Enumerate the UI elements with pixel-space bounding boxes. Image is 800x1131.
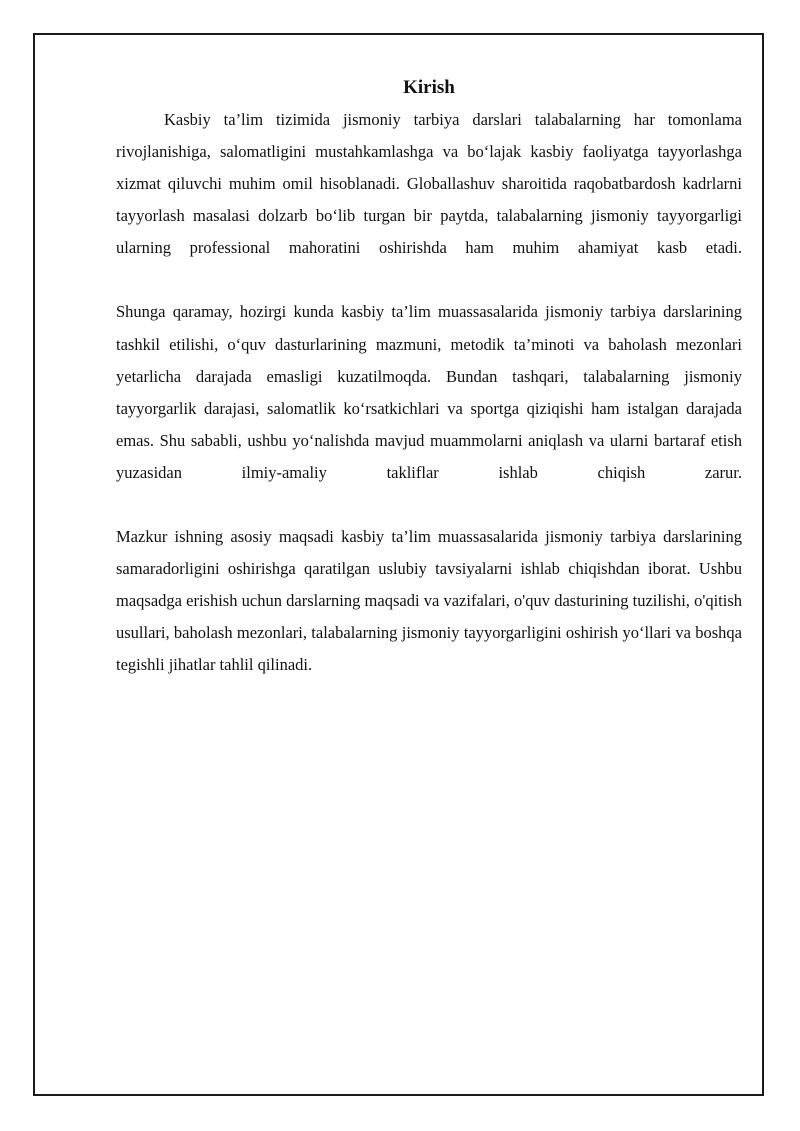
- document-body: [116, 72, 742, 682]
- paragraph-introduction: Kasbiy ta’lim tizimida jismoniy tarbiya darslari talabalarning har tomonlama rivojlanishiga, salomatligini mustahkamlashga va bo‘lajak kasbiy faoliyatga tayyorlashga xizmat qiluvchi muhim omil hisoblanadi. Globallashuv sharoitida raqobatbardosh kadrlarni tayyorlash masalasi dolzarb bo‘lib turgan bir paytda, talabalarning jismoniy tayyorgarligi ularning professional mahoratini oshirishda ham muhim ahamiyat kasb etadi.: [116, 110, 742, 258]
- paragraph-objective: Mazkur ishning asosiy maqsadi kasbiy ta’lim muassasalarida jismoniy tarbiya darslarining samaradorligini oshirishga qaratilgan uslubiy tavsiyalarni ishlab chiqishdan iborat. Ushbu maqsadga erishish uchun darslarning maqsadi va vazifalari, o'quv dasturining tuzilishi, o'qitish usullari, baholash mezonlari, talabalarning jismoniy tayyorgarligini oshirish yo‘llari va boshqa tegishli jihatlar tahlil qilinadi.: [116, 527, 742, 675]
- paragraph-spacer: [116, 489, 742, 521]
- paragraph-spacer: [116, 264, 742, 296]
- document-title: Kirish: [403, 77, 455, 98]
- paragraph-problem-statement: Shunga qaramay, hozirgi kunda kasbiy ta’lim muassasalarida jismoniy tarbiya darslarining tashkil etilishi, o‘quv dasturlarining mazmuni, metodik ta’minoti va baholash mezonlari yetarlicha darajada emasligi kuzatilmoqda. Bundan tashqari, talabalarning jismoniy tayyorgarlik darajasi, salomatlik ko‘rsatkichlari va sportga qiziqishi ham istalgan darajada emas. Shu sababli, ushbu yo‘nalishda mavjud muammolarni aniqlash va ularni bartaraf etish yuzasidan ilmiy-amaliy takliflar ishlab chiqish zarur.: [116, 302, 742, 482]
